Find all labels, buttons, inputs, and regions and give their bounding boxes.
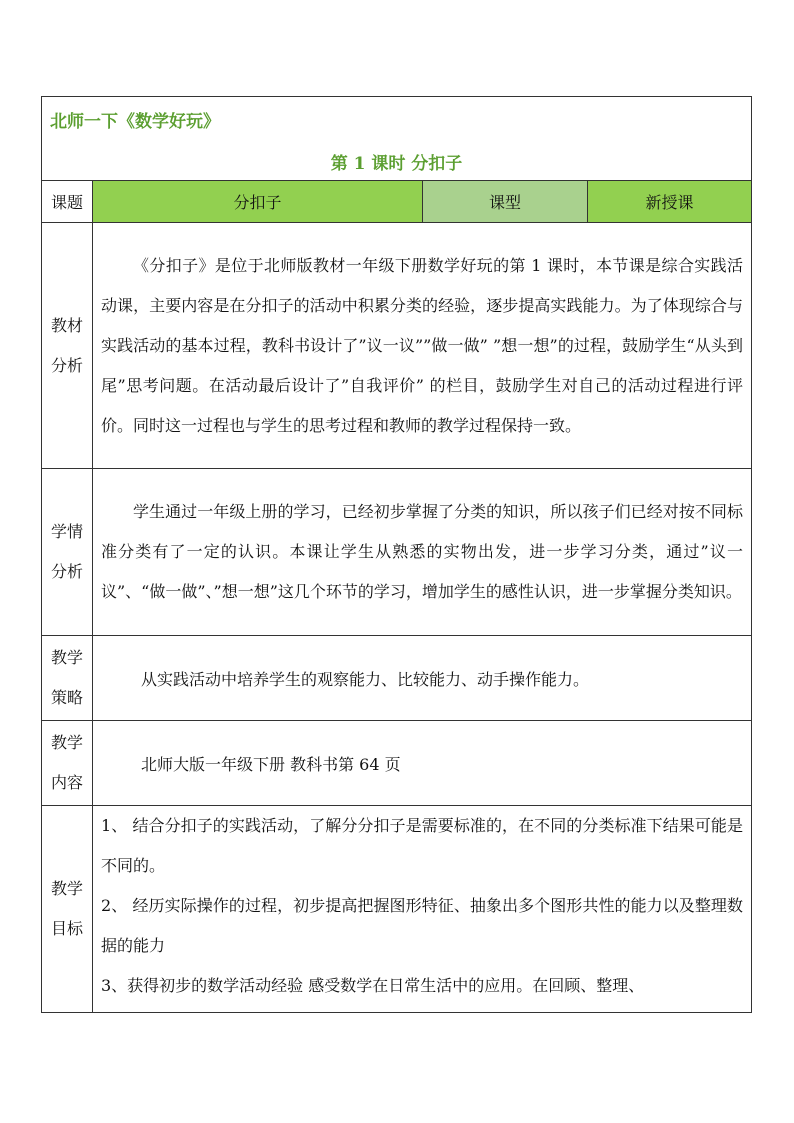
- strategy-label-line2: 策略: [50, 688, 83, 707]
- students-label-line2: 分析: [50, 562, 83, 581]
- topic-value: 分扣子: [93, 181, 423, 223]
- strategy-text: 从实践活动中培养学生的观察能力、比较能力、动手操作能力。: [93, 636, 752, 721]
- content-label-line1: 教学: [50, 733, 83, 752]
- goals-text: [93, 806, 752, 1013]
- textbook-label-line2: 分析: [50, 355, 83, 375]
- textbook-analysis-row: [42, 223, 752, 469]
- header-cell: [42, 97, 752, 181]
- header-row: [42, 97, 752, 181]
- textbook-analysis-text: [93, 223, 752, 469]
- student-analysis-row: [42, 469, 752, 636]
- content-label: [42, 721, 93, 806]
- goals-row: [42, 806, 752, 1013]
- goal-item-3: 3、获得初步的数学活动经验 感受数学在日常生活中的应用。在回顾、整理、: [101, 976, 645, 995]
- students-paragraph: 学生通过一年级上册的学习，已经初步掌握了分类的知识，所以孩子们已经对按不同标准分类有了一定的认识。本课让学生从熟悉的实物出发，进一步学习分类，通过”议一议”、“做一做”、”想一想”这几个环节的学习，增加学生的感性认识，进一步掌握分类知识。: [101, 502, 743, 601]
- goal-item-2: 2、 经历实际操作的过程，初步提高把握图形特征、抽象出多个图形共性的能力以及整理数据的能力: [101, 896, 743, 955]
- lesson-plan-table: [41, 96, 752, 1013]
- student-analysis-label: [42, 469, 93, 636]
- topic-label: 课题: [42, 181, 93, 223]
- student-analysis-text: [93, 469, 752, 636]
- goal-item-1: 1、 结合分扣子的实践活动，了解分分扣子是需要标准的，在不同的分类标准下结果可能是不同的。: [101, 816, 743, 875]
- content-row: [42, 721, 752, 806]
- textbook-analysis-label: [42, 223, 93, 469]
- strategy-label: [42, 636, 93, 721]
- strategy-label-line1: 教学: [50, 648, 83, 667]
- content-label-line2: 内容: [50, 773, 83, 792]
- type-label: 课型: [423, 181, 588, 223]
- topic-row: [42, 181, 752, 223]
- content-text: 北师大版一年级下册 教科书第 64 页: [93, 721, 752, 806]
- goals-label-line2: 目标: [50, 919, 83, 938]
- lesson-title: 第 1 课时 分扣子: [330, 154, 463, 174]
- goals-label-line1: 教学: [50, 879, 83, 898]
- lesson-plan-sheet: [41, 96, 751, 1013]
- series-title: 北师一下《数学好玩》: [50, 112, 220, 132]
- textbook-label-line1: 教材: [50, 315, 83, 335]
- goals-label: [42, 806, 93, 1013]
- type-value: 新授课: [588, 181, 752, 223]
- students-label-line1: 学情: [50, 522, 83, 541]
- strategy-row: [42, 636, 752, 721]
- textbook-paragraph: 《分扣子》是位于北师版教材一年级下册数学好玩的第 1 课时，本节课是综合实践活动课，主要内容是在分扣子的活动中积累分类的经验，逐步提高实践能力。为了体现综合与实践活动的基本过程，教科书设计了”议一议””做一做” ”想一想”的过程，鼓励学生“从头到尾”思考问题。在活动最后设计了”自我评价” 的栏目，鼓励学生对自己的活动过程进行评价。同时这一过程也与学生的思考过程和教师的教学过程保持一致。: [101, 255, 743, 435]
